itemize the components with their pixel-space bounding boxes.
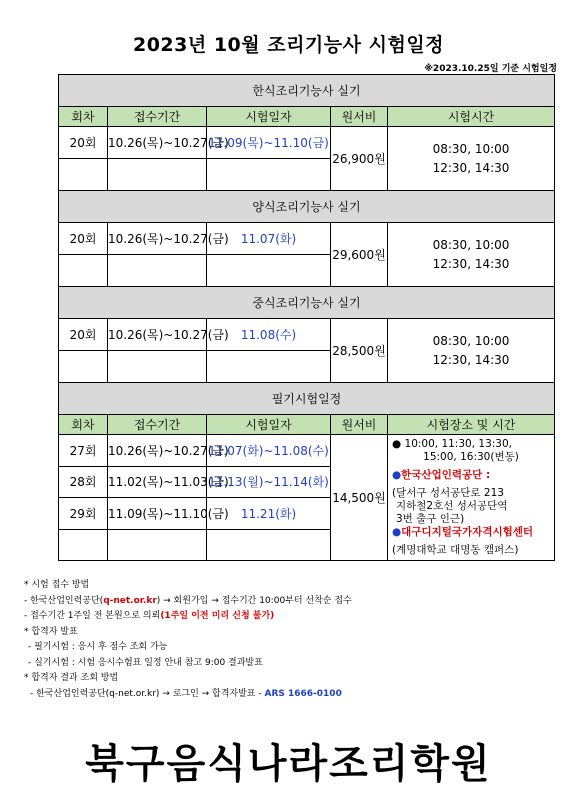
exam-date-cell: 11.08(수) [207, 319, 331, 351]
header-venue-time: 시험장소 및 시간 [388, 415, 555, 435]
time-line: 08:30, 10:00 [432, 141, 510, 156]
section-title-western: 양식조리기능사 실기 [59, 191, 555, 223]
venue-address: (계명대학교 대명동 캠퍼스) [392, 544, 519, 556]
exam-date-cell: 11.09(목)~11.10(금) [207, 127, 331, 159]
notes-section [24, 578, 352, 702]
section-title-written: 필기시험일정 [59, 383, 555, 415]
note-line: - 실기시험 : 시험 응시수험표 일정 안내 참고 9:00 결과발표 [28, 657, 263, 668]
header-round: 회차 [59, 415, 108, 435]
round-cell: 29회 [59, 498, 108, 530]
note-line: * 합격자 발표 [24, 626, 78, 637]
header-reg: 접수기간 [108, 107, 207, 127]
note-warning: (1주일 이전 미리 신청 불가) [160, 611, 275, 621]
fee-cell: 29,600원 [331, 223, 388, 287]
table-row [59, 319, 555, 351]
times-line: 10:00, 11:30, 13:30, [404, 438, 512, 450]
bullet-icon: ● [392, 526, 402, 538]
venue-time-cell [388, 435, 555, 561]
times-block [392, 438, 550, 451]
section-title-chinese: 중식조리기능사 실기 [59, 287, 555, 319]
table-header [59, 415, 555, 435]
reg-cell: 10.26(목)~10.27(금) [108, 223, 207, 255]
header-exam-date: 시험일자 [207, 415, 331, 435]
venue-name: 한국산업인력공단 : [401, 469, 491, 481]
time-cell [388, 223, 555, 287]
time-line: 12:30, 14:30 [432, 160, 510, 175]
table-header [59, 107, 555, 127]
venue-2 [392, 526, 550, 539]
reg-cell: 11.09(목)~11.10(금) [108, 498, 207, 530]
header-round: 회차 [59, 107, 108, 127]
reg-cell: 11.02(목)~11.03(금) [108, 466, 207, 498]
note-line: - 필기시험 : 응시 후 점수 조회 가능 [28, 642, 168, 652]
note-line: - 접수기간 1주일 전 본원으로 의뢰(1주일 이전 미리 신청 불가) [24, 611, 275, 621]
time-line: 12:30, 14:30 [432, 352, 510, 367]
reg-cell: 10.26(목)~10.27(금) [108, 319, 207, 351]
academy-name: 북구음식나라조리학원 [85, 741, 492, 787]
reg-cell: 10.26(목)~10.27(금) [108, 435, 207, 467]
header-fee: 원서비 [331, 107, 388, 127]
qnet-link[interactable]: q-net.or.kr [103, 595, 157, 606]
round-cell: 20회 [59, 223, 108, 255]
time-line: 08:30, 10:00 [432, 333, 510, 348]
round-cell: 27회 [59, 435, 108, 467]
reg-cell: 10.26(목)~10.27(금) [108, 127, 207, 159]
table-row [59, 127, 555, 159]
venue-address: (달서구 성서공단로 213 [392, 487, 504, 499]
bullet-icon: ● [392, 469, 402, 481]
page-title: 2023년 10월 조리기능사 시험일정 [132, 34, 445, 56]
fee-cell: 28,500원 [331, 319, 388, 383]
ars-number: ARS 1666-0100 [264, 688, 342, 699]
exam-date-cell: 11.21(화) [207, 498, 331, 530]
fee-cell: 14,500원 [331, 435, 388, 561]
time-line: 12:30, 14:30 [432, 256, 510, 271]
header-exam-date: 시험일자 [207, 107, 331, 127]
time-cell [388, 319, 555, 383]
table-row [59, 223, 555, 255]
section-title-korean: 한식조리기능사 실기 [59, 75, 555, 107]
schedule-table [58, 74, 555, 561]
exam-date-cell: 11.07(화) [207, 223, 331, 255]
header-reg: 접수기간 [108, 415, 207, 435]
table-row [59, 435, 555, 467]
venue-address: 3번 출구 인근) [396, 513, 465, 525]
times-line: 15:00, 16:30(변동) [423, 451, 519, 463]
header-fee: 원서비 [331, 415, 388, 435]
note-line: * 시험 접수 방법 [24, 580, 90, 590]
time-line: 08:30, 10:00 [432, 237, 510, 252]
header-time: 시험시간 [388, 107, 555, 127]
venue-1 [392, 469, 550, 482]
basis-date: ※2023.10.25일 기준 시험일정 [424, 64, 557, 74]
note-line: * 합격자 결과 조회 방법 [24, 673, 119, 683]
round-cell: 28회 [59, 466, 108, 498]
round-cell: 20회 [59, 127, 108, 159]
note-line: - 한국산업인력공단(q-net.or.kr) → 로그인 → 합격자발표 - ARS 1666-0100 [30, 688, 342, 699]
venue-name: 대구디지털국가자격시험센터 [401, 526, 534, 538]
time-cell [388, 127, 555, 191]
exam-date-cell: 11.07(화)~11.08(수) [207, 435, 331, 467]
venue-address: 지하철2호선 성서공단역 [396, 500, 508, 512]
exam-date-cell: 11.13(월)~11.14(화) [207, 466, 331, 498]
fee-cell: 26,900원 [331, 127, 388, 191]
bullet-icon: ● [392, 438, 402, 450]
round-cell: 20회 [59, 319, 108, 351]
note-line: - 한국산업인력공단(q-net.or.kr) → 회원가입 → 접수기간 10:00부터 선착순 접수 [24, 595, 352, 606]
